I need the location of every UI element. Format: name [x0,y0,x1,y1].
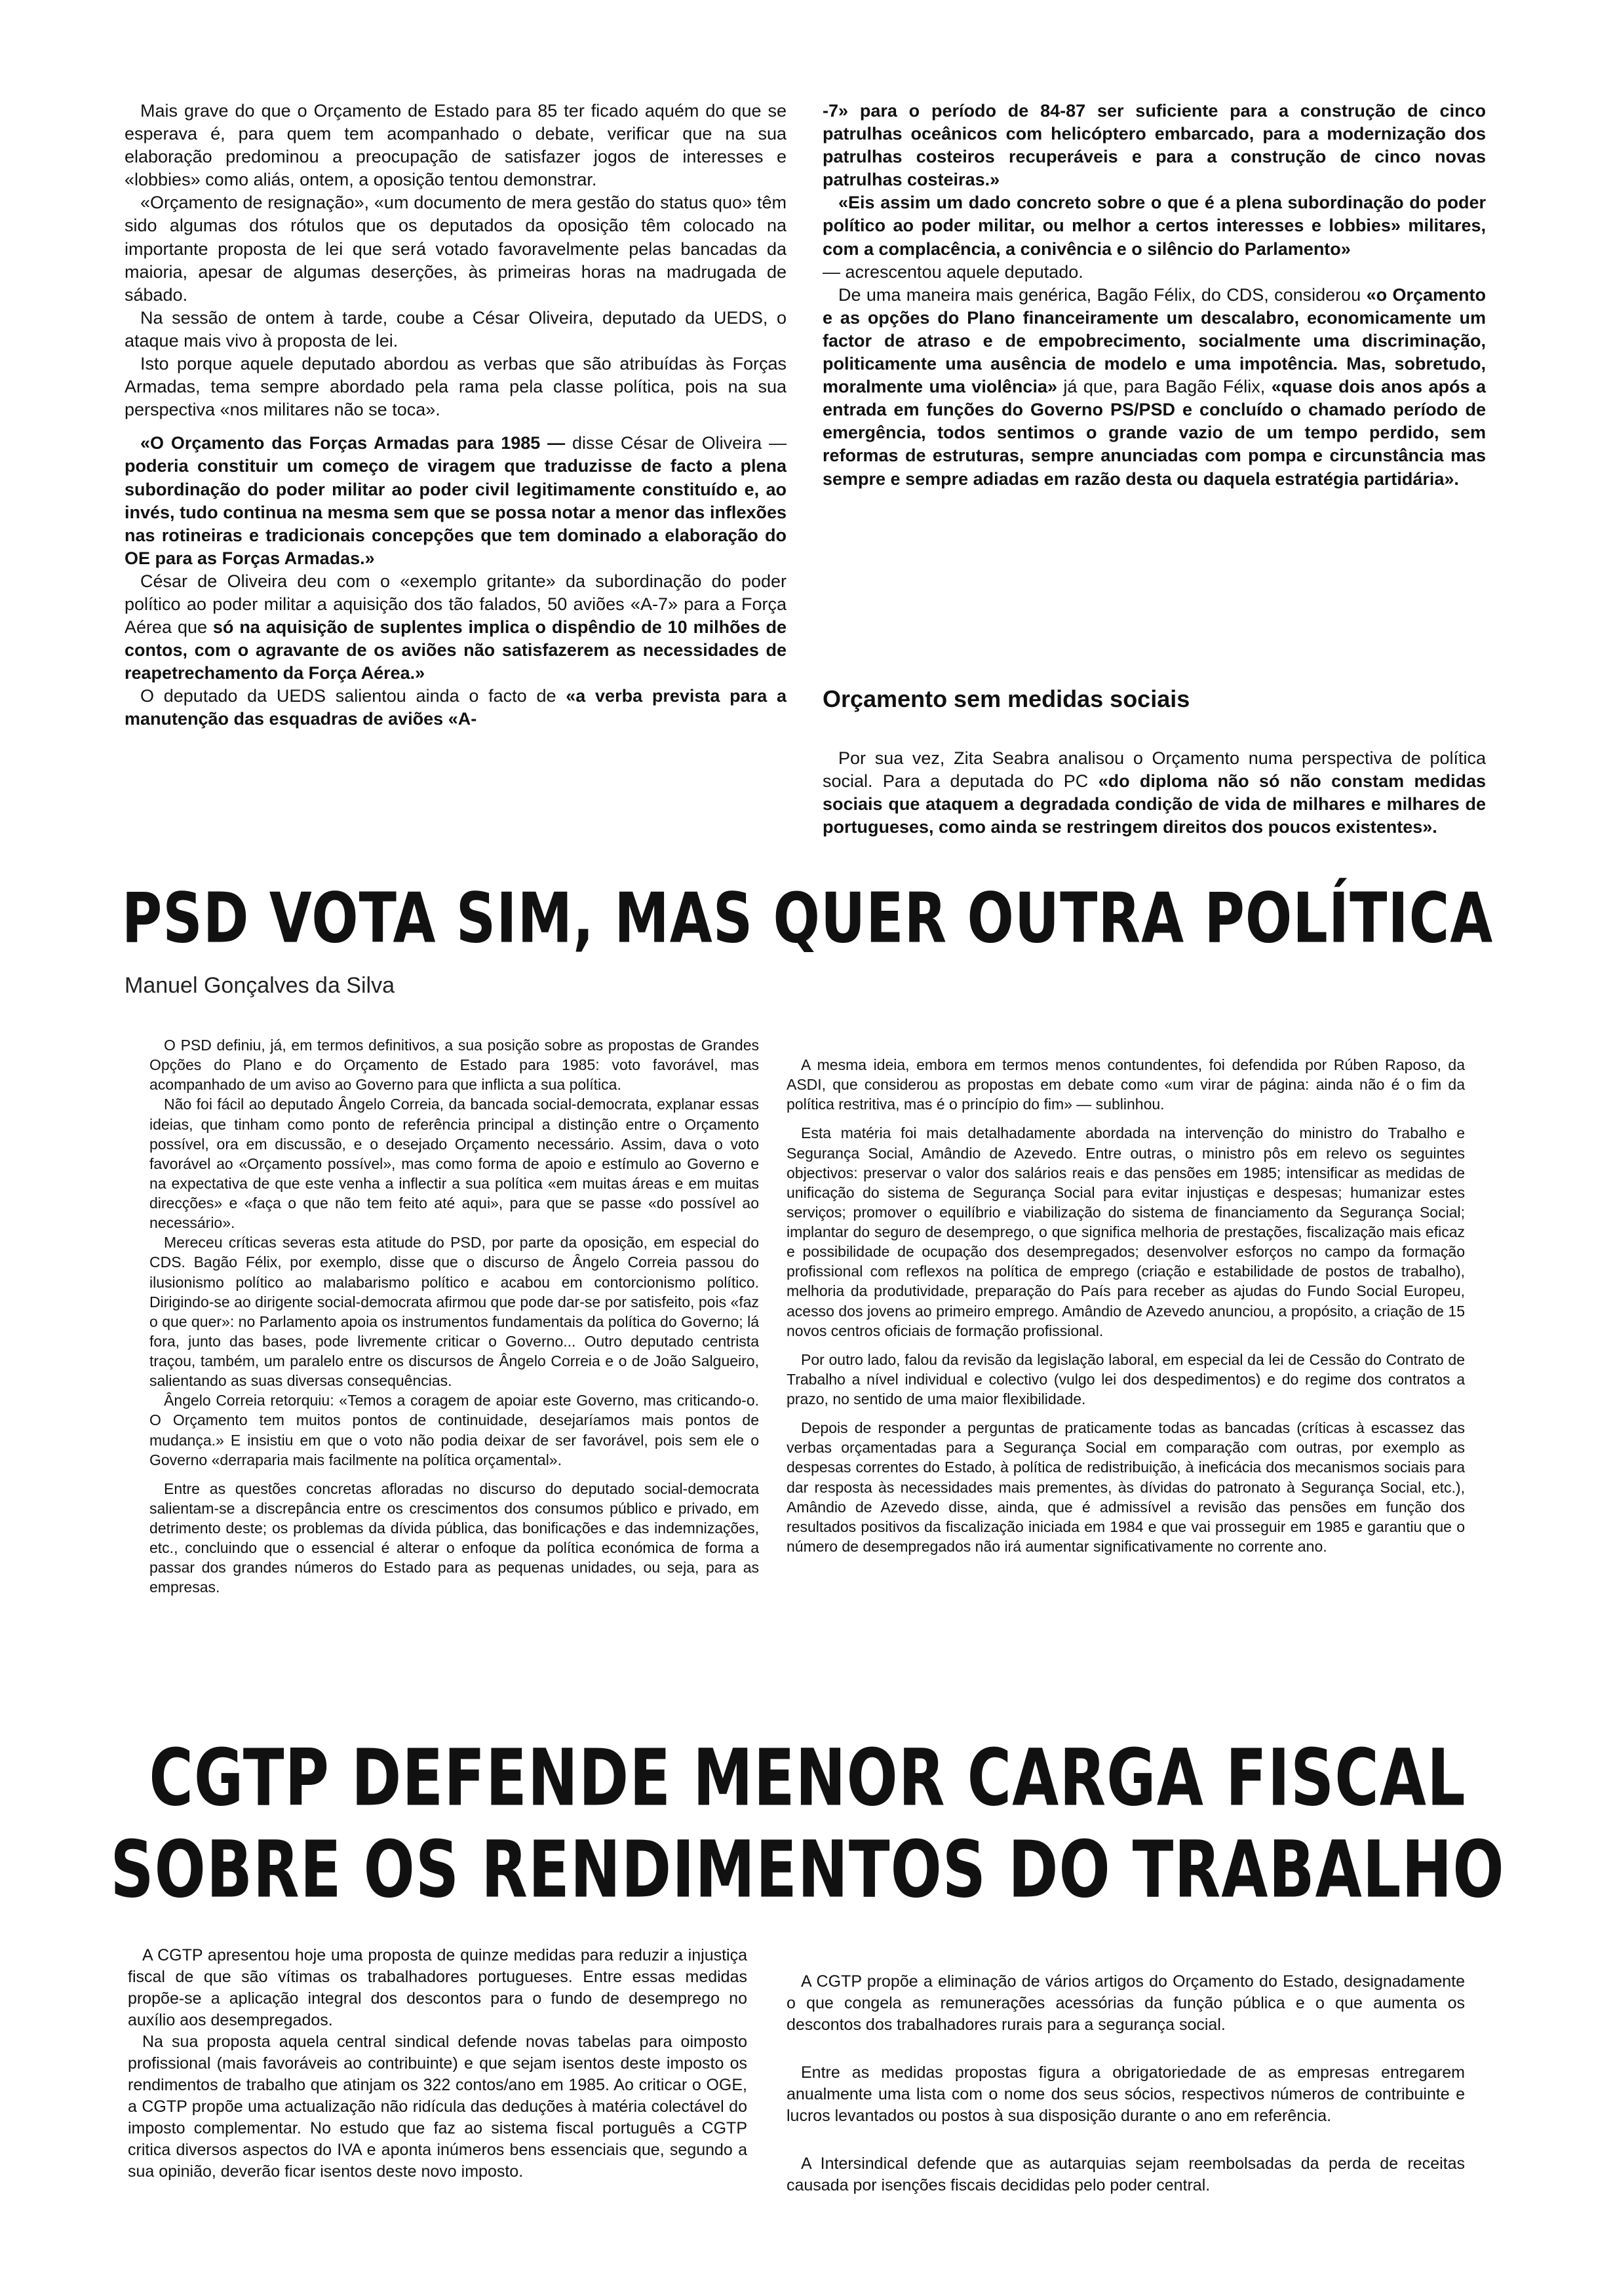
paragraph: O PSD definiu, já, em termos definitivos, a sua posição sobre as propostas de Grandes Opções do Plano e do Orçamento de Estado para 1985: voto favorável, mas acompanhado de um aviso ao Governo para que inflicta a sua política. [149,1037,759,1094]
paragraph: A mesma ideia, embora em termos menos contundentes, foi defendida por Rúben Raposo, da ASDI, que considerou as propostas em debate como «um virar de página: ainda não é o fim da política restritiva, mas é o princípio do fim» — sublinhou. [787,1056,1465,1113]
paragraph: Ângelo Correia retorquiu: «Temos a coragem de apoiar este Governo, mas criticando-o. O Orçamento tem muitos pontos de continuidade, desejaríamos mais pontos de mudança.» E insistiu em que o voto não podia deixar de ser favorável, pois sem ele o Governo «derraparia mais facilmente na política orçamental». [149,1392,759,1468]
paragraph: A CGTP apresentou hoje uma proposta de quinze medidas para reduzir a injustiça fiscal de que são vítimas os trabalhadores portugueses. Entre essas medidas propõe-se a aplicação integral dos descontos para o fundo de desemprego no auxílio aos desempregados. [128,1946,747,2029]
article1-left-column [125,100,787,731]
paragraph: Isto porque aquele deputado abordou as verbas que são atribuídas às Forças Armadas, tema sempre abordado pela rama pela classe política, pois na sua perspectiva «nos militares não se toca». [125,354,787,420]
article1-right-column [823,100,1486,491]
paragraph: Por sua vez, Zita Seabra analisou o Orçamento numa perspectiva de política social. Para a deputada do PC «do diploma não só não constam medidas sociais que ataquem a degradada condição de vida de milhares e milhares de portugueses, como ainda se restringem direitos dos poucos existentes». [823,748,1486,837]
paragraph: O deputado da UEDS salientou ainda o facto de «a verba prevista para a manutenção das esquadras de aviões «A- [125,686,787,729]
paragraph: Por outro lado, falou da revisão da legislação laboral, em especial da lei de Cessão do Contrato de Trabalho a nível individual e colectivo (vulgo lei dos despedimentos) e do regime dos contratos a prazo, no sentido de uma maior flexibilidade. [787,1350,1465,1407]
paragraph: «Orçamento de resignação», «um documento de mera gestão do status quo» têm sido algumas dos rótulos que os deputados da oposição têm colocado na importante proposta de lei que será votado favoravelmente pelas bancadas da maioria, apesar de algumas deserções, às primeiras horas na madrugada de sábado. [125,193,787,305]
paragraph: Depois de responder a perguntas de praticamente todas as bancadas (críticas à escassez das verbas orçamentadas para a Segurança Social em comparação com outras, por exemplo as despesas correntes do Estado, à política de redistribuição, à ineficácia dos mecanismos sociais para dar resposta às necessidades mais prementes, às dívidas do patronato à Segurança Social, etc.), Amândio de Azevedo disse, ainda, que é admissível a revisão das pensões em função dos resultados positivos da fiscalização iniciada em 1984 e que vai prosseguir em 1985 e garantiu que o número de desempregados não irá aumentar significativamente no corrente ano. [787,1419,1465,1555]
paragraph: Mereceu críticas severas esta atitude do PSD, por parte da oposição, em especial do CDS. Bagão Félix, por exemplo, disse que o discurso de Ângelo Correia passou do ilusionismo político ao malabarismo político e acabou em contorcionismo político. Dirigindo-se ao dirigente social-democrata afirmou que pode dar-se por satisfeito, pois «faz o que quer»: no Parlamento apoia os instrumentos fundamentais da política do Governo; lá fora, junto das bases, pode livremente criticar o Governo... Outro deputado centrista traçou, também, um paralelo entre os discursos de Ângelo Correia e o de João Salgueiro, salientando as suas diversas consequências. [149,1234,759,1390]
headline-cgtp-line2: SOBRE OS RENDIMENTOS DO TRABALHO [110,1824,1505,1916]
headline-cgtp-line1: CGTP DEFENDE MENOR CARGA FISCAL [149,1732,1466,1824]
paragraph: «O Orçamento das Forças Armadas para 1985 — disse César de Oliveira — poderia constituir um começo de viragem que traduzisse de facto a plena subordinação do poder militar ao poder civil legitimamente constituído e, ao invés, tudo continua na mesma sem que se possa notar a menor das inflexões nas rotineiras e tradicionais concepções que tem dominado a elaboração do OE para as Forças Armadas.» [125,433,787,568]
paragraph: De uma maneira mais genérica, Bagão Félix, do CDS, considerou «o Orçamento e as opções do Plano financeiramente um descalabro, economicamente um factor de atraso e de empobrecimento, socialmente uma discriminação, politicamente uma ausência de modelo e uma impotência. Mas, sobretudo, moralmente uma violência» já que, para Bagão Félix, «quase dois anos após a entrada em funções do Governo PS/PSD e concluído o chamado período de emergência, todos sentimos o grande vazio de um tempo perdido, sem reformas de estruturas, sempre anunciadas com pompa e circunstância mas sempre e sempre adiadas em razão desta ou daquela estratégia partidária». [823,284,1486,489]
article2-left-column [149,1035,759,1598]
paragraph: Mais grave do que o Orçamento de Estado para 85 ter ficado aquém do que se esperava é, para quem tem acompanhado o debate, verificar que na sua elaboração predominou a preocupação de satisfazer jogos de interesses e «lobbies» como aliás, ontem, a oposição tentou demonstrar. [125,101,787,190]
paragraph: A Intersindical defende que as autarquias sejam reembolsadas da perda de receitas causada por isenções fiscais decididas pelo poder central. [787,2154,1465,2194]
paragraph: Entre as questões concretas afloradas no discurso do deputado social-democrata salientam-se a discrepância entre os crescimentos dos consumos público e privado, em detrimento deste; os problemas da dívida pública, das bonificações e das indemnizações, etc., concluindo que o essencial é alterar o enfoque da política económica de forma a passar dos grandes números do Estado para as pequenas unidades, ou seja, para as empresas. [149,1480,759,1596]
paragraph: Entre as medidas propostas figura a obrigatoriedade de as empresas entregarem anualmente uma lista com o nome dos seus sócios, respectivos números de contribuinte e lucros levantados ou postos à sua disposição durante o ano em referência. [787,2063,1465,2125]
byline: Manuel Gonçalves da Silva [125,973,395,998]
paragraph: Na sessão de ontem à tarde, coube a César Oliveira, deputado da UEDS, o ataque mais vivo à proposta de lei. [125,307,787,351]
article3-right-column [787,1971,1465,2196]
paragraph: «Eis assim um dado concreto sobre o que é a plena subordinação do poder político ao poder militar, ou melhor a certos interesses e lobbies» militares, com a complacência, a conivência e o silêncio do Parlamento» [823,193,1486,259]
article3-left-column [128,1945,747,2183]
paragraph: César de Oliveira deu com o «exemplo gritante» da subordinação do poder político ao poder militar a aquisição dos tão falados, 50 aviões «A-7» para a Força Aérea que só na aquisição de suplentes implica o dispêndio de 10 milhões de contos, com o agravante de os aviões não satisfazerem as necessidades de reapetrechamento da Força Aérea.» [125,571,787,683]
paragraph: Não foi fácil ao deputado Ângelo Correia, da bancada social-democrata, explanar essas ideias, que tinham como ponto de referência principal a distinção entre o Orçamento possível, ora em discussão, e o desejado Orçamento necessário. Assim, dava o voto favorável ao «Orçamento possível», mas como forma de apoio e estímulo ao Governo e na expectativa de que este venha a inflectir a sua política «em muitas áreas e em muitas direcções» e «faça o que não tem feito até aqui», para que se passe «do possível ao necessário». [149,1096,759,1232]
article1-subsection [823,747,1486,839]
paragraph: -7» para o período de 84-87 ser suficiente para a construção de cinco patrulhas oceânicos com helicóptero embarcado, para a modernização dos patrulhas costeiros recuperáveis e para a construção de cinco novas patrulhas costeiras.» [823,101,1486,190]
article2-right-column [787,1055,1465,1556]
paragraph: — acrescentou aquele deputado. [823,261,1083,282]
paragraph: A CGTP propõe a eliminação de vários artigos do Orçamento do Estado, designadamente o que congela as remunerações acessórias da função pública e o que aumenta os descontos dos trabalhadores rurais para a segurança social. [787,1972,1465,2034]
paragraph: Na sua proposta aquela central sindical defende novas tabelas para oimposto profissional (mais favoráveis ao contribuinte) e que sejam isentos deste imposto os rendimentos de trabalho que atinjam os 322 contos/ano em 1985. Ao criticar o OGE, a CGTP propõe uma actualização não ridícula das deduções à matéria colectável do imposto complementar. No estudo que faz ao sistema fiscal português a CGTP critica diversos aspectos do IVA e aponta inúmeros bens essenciais que, segundo a sua opinião, deverão ficar isentos deste novo imposto. [128,2033,747,2181]
headline-psd: PSD VOTA SIM, MAS QUER OUTRA POLÍTICA [121,877,1494,959]
paragraph: Esta matéria foi mais detalhadamente abordada na intervenção do ministro do Trabalho e Segurança Social, Amândio de Azevedo. Entre outras, o ministro pôs em relevo os seguintes objectivos: preservar o valor dos salários reais e das pensões em 1985; intensificar as medidas de unificação do sistema de Segurança Social para evitar injustiças e despesas; humanizar estes serviços; promover o equilíbrio e viabilização do sistema de financiamento da Segurança Social; implantar do seguro de desemprego, o que significa melhoria de prestações, fiscalização mais eficaz e possibilidade de ocupação dos desempregados; desenvolver esforços no campo da formação profissional com reflexos na política de emprego (criação e estabilidade de postos de trabalho), melhoria da produtividade, preparação do País para receber as ajudas do Fundo Social Europeu, acesso dos jovens ao primeiro emprego. Amândio de Azevedo anunciou, a propósito, a criação de 15 novos centros oficiais de formação profissional. [787,1124,1465,1339]
section-subheading: Orçamento sem medidas sociais [823,685,1190,712]
